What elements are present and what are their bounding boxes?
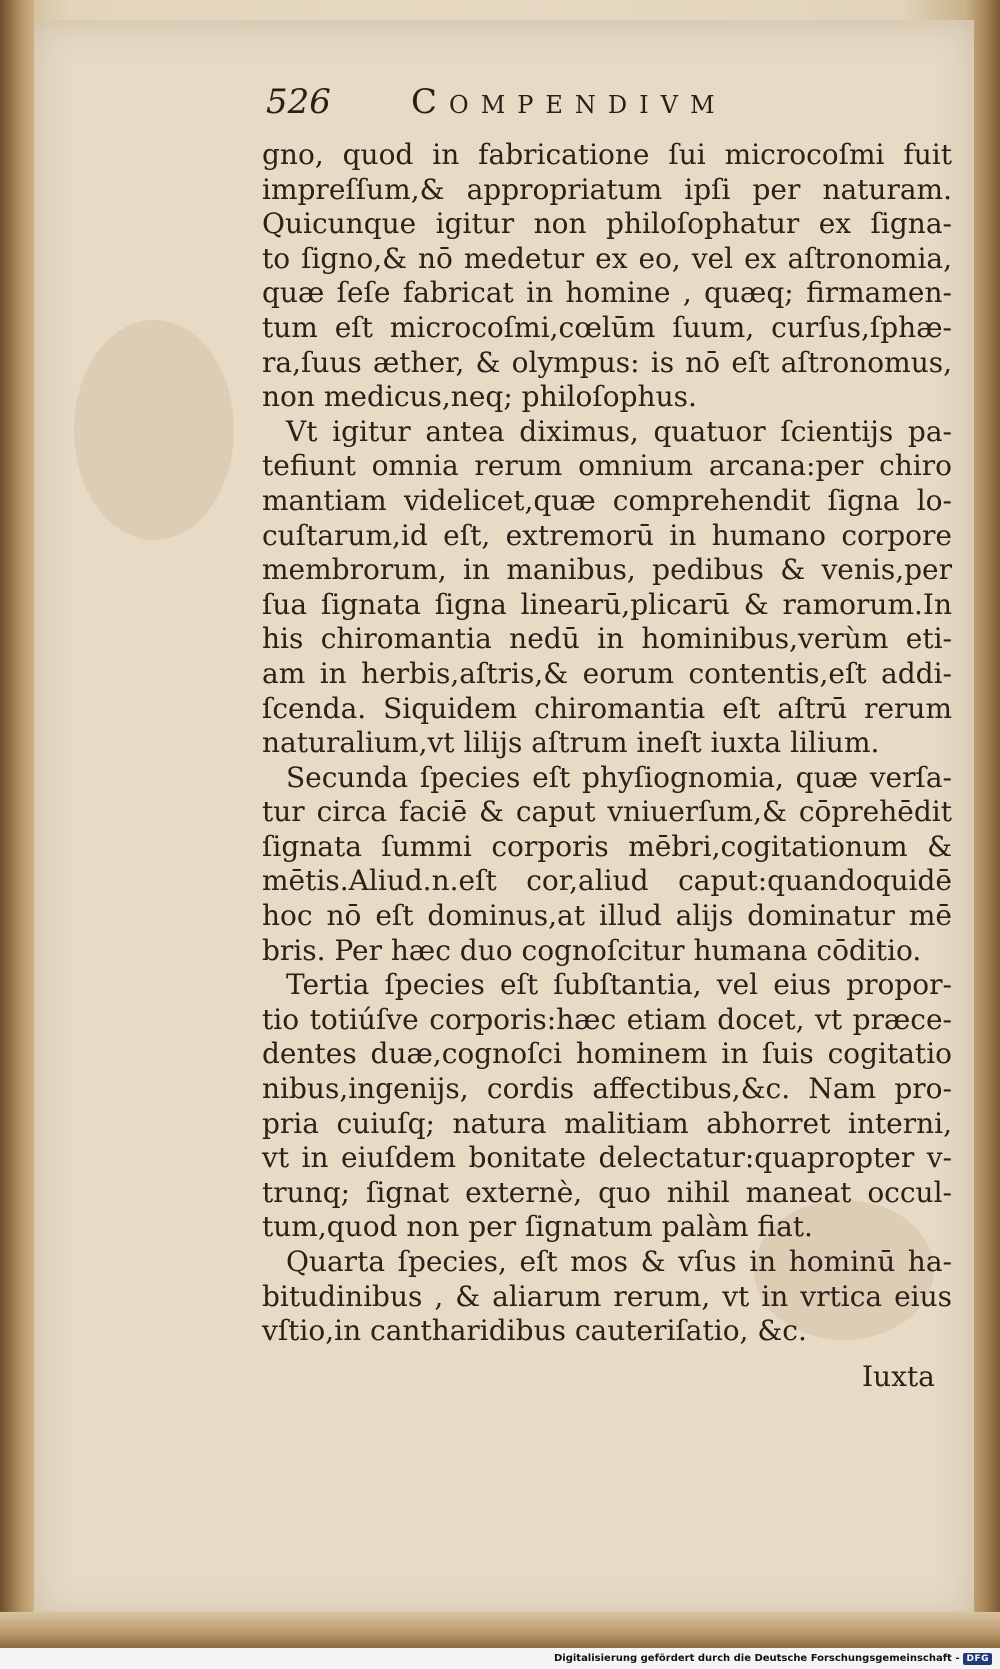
footer-credit: Digitalisierung gefördert durch die Deutsche Forschungsgemeinschaft - [553,1653,960,1664]
text-line: quæ ſeſe fabricat in homine , quæq; firmamen- [262,276,952,310]
text-line: Vt igitur antea diximus, quatuor ſcientijs pa- [286,414,952,448]
text-line: his chiromantia nedū in hominibus,verùm eti- [262,622,952,656]
body-text [262,138,952,1349]
dfg-logo-icon: DFG [963,1653,992,1665]
text-line: bris. Per hæc duo cognoſcitur humana cōditio. [262,933,922,967]
text-line: ſignata ſummi corporis mēbri,cogitationum & [262,829,952,863]
text-line: tum eſt microcoſmi,cœlūm ſuum, curſus,ſphæ- [262,310,952,344]
paper-stain [74,320,234,540]
text-line: tur circa faciē & caput vniuerſum,& cōprehēdit [262,795,952,829]
digitization-footer [0,1648,1000,1669]
text-line: gno, quod in fabricatione ſui microcoſmi fuit [262,138,952,171]
text-line: Quarta ſpecies, eſt mos & vſus in hominū ha- [286,1245,952,1278]
book-bottom-edge [0,1612,1000,1648]
text-line: to ſigno,& nō medetur ex eo, vel ex aſtronomia, [262,241,952,275]
text-line: ſcenda. Siquidem chiromantia eſt aſtrū rerum [262,691,952,725]
text-line: Quicunque igitur non philoſophatur ex ſigna- [262,207,952,241]
text-line: am in herbis,aſtris,& eorum contentis,eſt addi- [262,656,952,690]
text-line: mantiam videlicet,quæ comprehendit ſigna lo- [262,483,952,517]
text-line: tum,quod non per ſignatum palàm fiat. [262,1210,813,1244]
text-line: non medicus,neq; philoſophus. [262,380,697,414]
page-number: 526 [266,82,331,122]
text-line: ſua ſignata ſigna linearū,plicarū & ramorum.In [262,587,952,621]
text-line: hoc nō eſt dominus,at illud alijs dominatur mē [262,899,952,933]
page-header [266,80,886,130]
text-line: dentes duæ,cognoſci hominem in ſuis cogitatio [262,1037,952,1071]
book-spine-edge [0,0,34,1669]
text-line: membrorum, in manibus, pedibus & venis,per [262,553,952,587]
text-line: nibus,ingenijs, cordis affectibus,&c. Nam pro- [262,1072,952,1106]
text-line: bitudinibus , & aliarum rerum, vt in vrtica eius [262,1279,952,1313]
text-line: tefiunt omnia rerum omnium arcana:per chiro [262,449,952,483]
catchword: Iuxta [862,1360,935,1393]
text-line: impreſſum,& appropriatum ipſi per naturam. [262,172,952,206]
text-line: naturalium,vt lilijs aſtrum ineſt iuxta lilium. [262,726,880,760]
text-line: Tertia ſpecies eſt ſubſtantia, vel eius propor- [286,968,952,1002]
text-line: trunq; ſignat externè, quo nihil maneat occul- [262,1175,952,1209]
text-line: vt in eiuſdem bonitate delectatur:quapropter v- [262,1141,952,1175]
text-line: pria cuiuſq; natura malitiam abhorret interni, [262,1106,952,1140]
text-line: tio totiúſve corporis:hæc etiam docet, vt præce- [262,1002,952,1036]
text-line: vſtio,in cantharidibus cauteriſatio, &c. [262,1314,807,1348]
running-head: Compendivm [411,82,727,122]
text-line: mētis.Aliud.n.eſt cor,aliud caput:quandoquidē [262,864,952,898]
text-line: cuſtarum,id eſt, extremorū in humano corpore [262,518,952,552]
text-line: Secunda ſpecies eſt phyſiognomia, quæ verſa- [286,760,952,794]
text-line: ra,ſuus æther, & olympus: is nō eſt aſtronomus, [262,345,952,379]
